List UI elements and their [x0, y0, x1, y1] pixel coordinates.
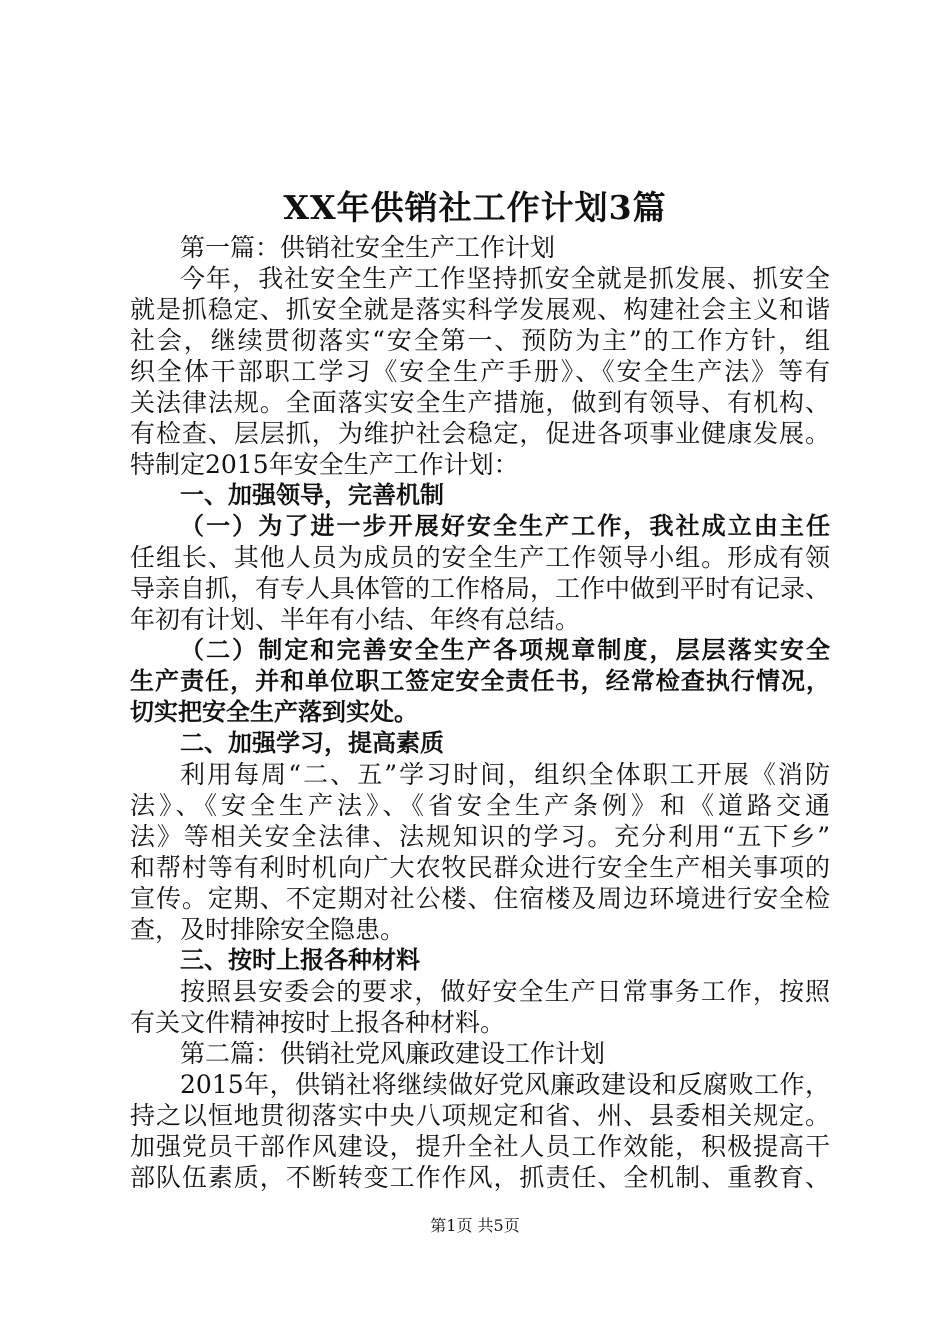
- paragraph-line: 社会，继续贯彻落实“安全第一、预防为主”的工作方针，组: [130, 326, 830, 355]
- paragraph-line: 宣传。定期、不定期对社公楼、住宿楼及周边环境进行安全检: [130, 884, 830, 913]
- bold-paragraph-line: 切实把安全生产落到实处。: [130, 698, 418, 726]
- paragraph-line: 加强党员干部作风建设，提升全社人员工作效能，积极提高干: [130, 1132, 830, 1161]
- paragraph-line: 有关文件精神按时上报各种材料。: [130, 1008, 506, 1037]
- paragraph-line: 年初有计划、半年有小结、年终有总结。: [130, 605, 581, 634]
- paragraph-line: 就是抓稳定、抓安全就是落实科学发展观、构建社会主义和谐: [130, 295, 830, 324]
- paragraph-line: 任组长、其他人员为成员的安全生产工作领导小组。形成有领: [130, 543, 830, 572]
- paragraph-line: 法》、《安全生产法》、《省安全生产条例》和《道路交通: [130, 791, 830, 820]
- bold-paragraph-line: （一）为了进一步开展好安全生产工作，我社成立由主任: [180, 512, 830, 540]
- document-body: [130, 232, 830, 1193]
- paragraph-line: 按照县安委会的要求，做好安全生产日常事务工作，按照: [180, 977, 830, 1006]
- paragraph-line: 法》等相关安全法律、法规知识的学习。充分利用“五下乡”: [130, 822, 830, 851]
- subheading: 三、按时上报各种材料: [180, 946, 420, 974]
- paragraph-line: 利用每周“二、五”学习时间，组织全体职工开展《消防: [180, 760, 830, 789]
- section-heading: 第一篇：供销社安全生产工作计划: [180, 233, 556, 262]
- subheading: 二、加强学习，提高素质: [180, 729, 444, 757]
- paragraph-line: 有检查、层层抓，为维护社会稳定，促进各项事业健康发展。: [130, 419, 830, 448]
- page-footer: 第1页 共5页: [430, 1216, 520, 1235]
- document-title: XX年供销社工作计划3篇: [283, 188, 667, 227]
- section-heading: 第二篇：供销社党风廉政建设工作计划: [180, 1039, 606, 1068]
- bold-paragraph-line: 生产责任，并和单位职工签定安全责任书，经常检查执行情况，: [130, 667, 830, 695]
- paragraph-line: 持之以恒地贯彻落实中央八项规定和省、州、县委相关规定。: [130, 1101, 830, 1130]
- paragraph-line: 特制定2015年安全生产工作计划：: [130, 450, 519, 479]
- paragraph-line: 2015年，供销社将继续做好党风廉政建设和反腐败工作，: [180, 1070, 830, 1099]
- paragraph-line: 关法律法规。全面落实安全生产措施，做到有领导、有机构、: [130, 388, 830, 417]
- paragraph-line: 和帮村等有利时机向广大农牧民群众进行安全生产相关事项的: [130, 853, 830, 882]
- paragraph-line: 今年，我社安全生产工作坚持抓安全就是抓发展、抓安全: [180, 264, 830, 293]
- subheading: 一、加强领导，完善机制: [180, 481, 444, 509]
- paragraph-line: 导亲自抓，有专人具体管的工作格局，工作中做到平时有记录、: [130, 574, 830, 603]
- paragraph-line: 部队伍素质，不断转变工作作风，抓责任、全机制、重教育、: [130, 1163, 830, 1192]
- paragraph-line: 织全体干部职工学习《安全生产手册》、《安全生产法》等有: [130, 357, 830, 386]
- bold-paragraph-line: （二）制定和完善安全生产各项规章制度，层层落实安全: [180, 636, 830, 664]
- paragraph-line: 查，及时排除安全隐患。: [130, 915, 406, 944]
